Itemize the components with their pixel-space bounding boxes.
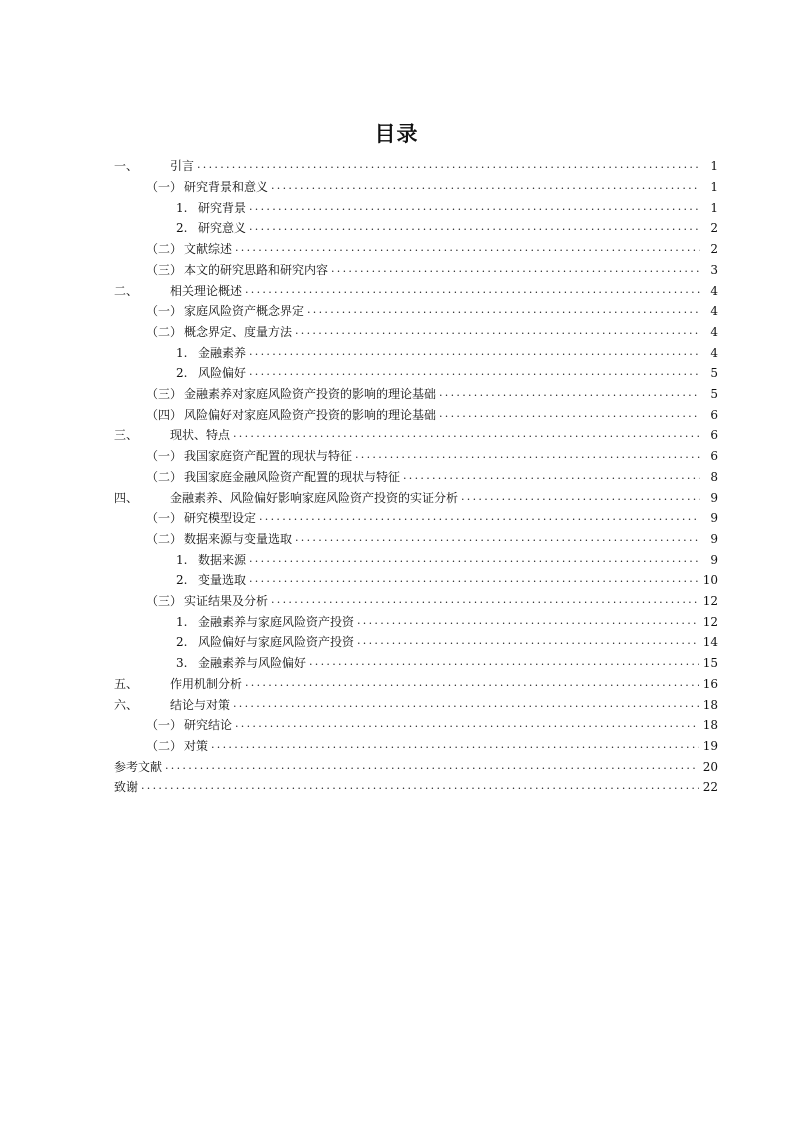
toc-dot-leader [249,221,700,235]
toc-entry-label: 现状、特点 [170,428,231,443]
toc-dot-leader [245,284,700,298]
toc-entry-label: 数据来源 [198,552,247,567]
toc-entry-label: 对策 [184,738,209,753]
toc-entry[interactable] [146,467,718,488]
toc-entry[interactable] [146,177,718,198]
toc-entry-number: 2. [176,366,188,381]
toc-entry[interactable] [176,632,718,653]
toc-entry[interactable] [176,218,718,239]
toc-entry[interactable] [114,156,718,177]
toc-entry-label: 结论与对策 [170,697,231,712]
toc-entry-number: （三） [146,387,183,402]
toc-entry-page-number: 20 [702,759,718,774]
toc-entry-page-number: 9 [710,531,718,546]
toc-entry-number: （二） [146,469,183,484]
toc-dot-leader [461,491,700,505]
page-title: 目录 [374,122,419,146]
toc-entry-number: 一、 [114,159,139,174]
toc-entry[interactable] [176,363,718,384]
toc-entry[interactable] [146,446,718,467]
toc-dot-leader [211,739,699,753]
toc-dot-leader [309,656,699,670]
toc-entry-label: 风险偏好与家庭风险资产投资 [198,635,355,650]
toc-entry-page-number: 3 [710,262,718,277]
toc-entry-number: （一） [146,449,183,464]
toc-entry-number: 1. [176,345,188,360]
toc-dot-leader [141,780,699,794]
toc-entry-label: 研究背景 [198,200,247,215]
toc-entry[interactable] [176,197,718,218]
toc-entry-page-number: 18 [702,697,718,712]
toc-dot-leader [233,428,700,442]
toc-entry-number: （二） [146,738,183,753]
toc-entry-number: 2. [176,635,188,650]
toc-entry-page-number: 16 [702,676,718,691]
toc-dot-leader [403,470,700,484]
toc-entry-number: 三、 [114,428,139,443]
toc-entry-number: （四） [146,407,183,422]
toc-dot-leader [235,718,699,732]
toc-entry-number: （一） [146,304,183,319]
toc-entry-label: 我国家庭金融风险资产配置的现状与特征 [184,469,401,484]
toc-entry[interactable] [114,756,718,777]
toc-entry-label: 数据来源与变量选取 [184,531,293,546]
toc-entry-number: 2. [176,573,188,588]
toc-dot-leader [307,304,700,318]
toc-entry-number: （三） [146,594,183,609]
toc-entry-number: 二、 [114,283,139,298]
toc-entry-page-number: 14 [702,635,718,650]
toc-entry[interactable] [146,529,718,550]
toc-dot-leader [355,449,700,463]
toc-entry-label: 金融素养、风险偏好影响家庭风险资产投资的实证分析 [170,490,459,505]
toc-entry[interactable] [176,611,718,632]
toc-entry-label: 变量选取 [198,573,247,588]
toc-entry-page-number: 4 [710,324,718,339]
toc-entry[interactable] [146,715,718,736]
toc-dot-leader [271,180,700,194]
toc-entry[interactable] [176,653,718,674]
toc-entry[interactable] [146,591,718,612]
toc-entry-number: 六、 [114,697,139,712]
toc-entry-number: 3. [176,656,188,671]
toc-entry-page-number: 5 [710,366,718,381]
toc-entry-label: 实证结果及分析 [184,594,269,609]
toc-entry-page-number: 1 [710,159,718,174]
toc-entry[interactable] [114,280,718,301]
toc-entry-page-number: 4 [710,304,718,319]
toc-entry-page-number: 18 [702,718,718,733]
toc-dot-leader [249,573,699,587]
toc-entry-label: 文献综述 [184,242,233,257]
toc-entry[interactable] [114,487,718,508]
toc-entry-label: 致谢 [114,780,139,795]
toc-dot-leader [197,159,700,173]
toc-entry-number: 1. [176,614,188,629]
toc-entry-label: 我国家庭资产配置的现状与特征 [184,449,353,464]
toc-entry-label: 研究结论 [184,718,233,733]
toc-entry-page-number: 1 [710,180,718,195]
toc-dot-leader [249,553,700,567]
toc-entry-page-number: 2 [710,221,718,236]
toc-entry[interactable] [146,404,718,425]
toc-entry[interactable] [146,384,718,405]
toc-entry-label: 本文的研究思路和研究内容 [184,262,329,277]
toc-entry-number: 五、 [114,676,139,691]
toc-entry-label: 参考文献 [114,759,163,774]
toc-entry-number: （三） [146,262,183,277]
toc-dot-leader [439,408,700,422]
toc-entry-number: （二） [146,324,183,339]
toc-entry-page-number: 9 [710,490,718,505]
toc-entry-page-number: 5 [710,387,718,402]
toc-entry-label: 风险偏好 [198,366,247,381]
toc-entry-label: 金融素养与家庭风险资产投资 [198,614,355,629]
toc-dot-leader [165,760,699,774]
toc-entry-label: 作用机制分析 [170,676,243,691]
toc-entry-page-number: 4 [710,345,718,360]
toc-dot-leader [295,325,700,339]
toc-entry-page-number: 6 [710,428,718,443]
toc-entry-number: 2. [176,221,188,236]
toc-entry-number: （一） [146,718,183,733]
toc-entry-page-number: 2 [710,242,718,257]
toc-entry-label: 概念界定、度量方法 [184,324,293,339]
toc-entry-number: 1. [176,200,188,215]
toc-dot-leader [331,263,700,277]
toc-entry[interactable] [114,777,718,798]
toc-entry[interactable] [146,322,718,343]
toc-entry[interactable] [114,674,718,695]
toc-entry-label: 家庭风险资产概念界定 [184,304,305,319]
toc-entry-page-number: 12 [702,594,718,609]
toc-entry-page-number: 22 [702,780,718,795]
toc-dot-leader [249,346,700,360]
toc-entry[interactable] [146,239,718,260]
toc-dot-leader [259,511,700,525]
toc-entry-page-number: 4 [710,283,718,298]
toc-entry-page-number: 9 [710,552,718,567]
toc-dot-leader [249,201,700,215]
toc-entry[interactable] [146,260,718,281]
toc-entry-page-number: 19 [702,738,718,753]
toc-entry-label: 金融素养 [198,345,247,360]
toc-entry-page-number: 6 [710,449,718,464]
toc-entry[interactable] [176,342,718,363]
toc-entry-label: 金融素养与风险偏好 [198,656,307,671]
toc-dot-leader [235,242,700,256]
toc-entry[interactable] [114,694,718,715]
toc-entry-label: 相关理论概述 [170,283,243,298]
toc-entry-page-number: 12 [702,614,718,629]
toc-dot-leader [249,366,700,380]
toc-dot-leader [357,635,699,649]
toc-entry-number: （一） [146,180,183,195]
toc-dot-leader [357,615,699,629]
toc-entry-page-number: 10 [702,573,718,588]
toc-dot-leader [245,677,699,691]
toc-entry-number: （一） [146,511,183,526]
toc-entry[interactable] [176,570,718,591]
toc-entry[interactable] [146,301,718,322]
toc-entry-page-number: 15 [702,656,718,671]
toc-entry-label: 金融素养对家庭风险资产投资的影响的理论基础 [184,387,437,402]
toc-entry-label: 引言 [170,159,195,174]
toc-dot-leader [233,698,699,712]
toc-entry-label: 研究背景和意义 [184,180,269,195]
toc-entry-number: （二） [146,531,183,546]
toc-entry[interactable] [146,508,718,529]
toc-entry[interactable] [146,736,718,757]
toc-entry-label: 风险偏好对家庭风险资产投资的影响的理论基础 [184,407,437,422]
toc-entry[interactable] [176,549,718,570]
toc-dot-leader [439,387,700,401]
toc-entry-label: 研究意义 [198,221,247,236]
toc-dot-leader [295,532,700,546]
toc-entry-number: （二） [146,242,183,257]
toc-entry-number: 1. [176,552,188,567]
toc-entry-page-number: 6 [710,407,718,422]
toc-entry-number: 四、 [114,490,139,505]
toc-entry-page-number: 9 [710,511,718,526]
toc-entry[interactable] [114,425,718,446]
toc-entry-label: 研究模型设定 [184,511,257,526]
toc-entry-page-number: 1 [710,200,718,215]
toc-entry-page-number: 8 [710,469,718,484]
toc-dot-leader [271,594,699,608]
